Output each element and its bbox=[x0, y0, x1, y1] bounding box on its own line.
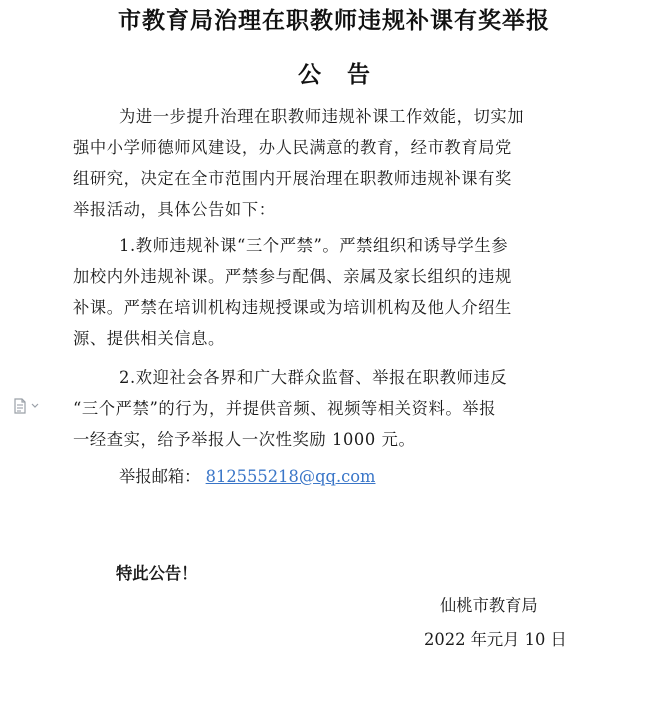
document-subtitle: 公告 bbox=[298, 62, 396, 88]
item2-line: 2.欢迎社会各界和广大群众监督、举报在职教师违反 bbox=[119, 368, 508, 387]
item2-line: “三个严禁”的行为，并提供音频、视频等相关资料。举报 bbox=[73, 399, 496, 418]
document-title: 市教育局治理在职教师违规补课有奖举报 bbox=[118, 8, 550, 34]
signer-name: 仙桃市教育局 bbox=[440, 596, 538, 615]
item1-line: 补课。严禁在培训机构违规授课或为培训机构及他人介绍生 bbox=[73, 298, 512, 317]
closing-remark: 特此公告！ bbox=[116, 564, 198, 583]
side-document-tool[interactable] bbox=[13, 398, 43, 414]
intro-paragraph bbox=[73, 101, 573, 225]
item2-line: 一经查实，给予举报人一次性奖励 1000 元。 bbox=[73, 430, 416, 449]
report-email-row bbox=[119, 463, 376, 491]
email-link[interactable]: 812555218@qq.com bbox=[205, 467, 376, 486]
item1-line: 1.教师违规补课“三个严禁”。严禁组织和诱导学生参 bbox=[119, 236, 509, 255]
item1-paragraph bbox=[73, 230, 573, 354]
item2-paragraph bbox=[73, 362, 573, 455]
email-label: 举报邮箱： bbox=[119, 467, 201, 486]
item1-line: 源、提供相关信息。 bbox=[73, 329, 225, 348]
chevron-down-icon bbox=[32, 404, 38, 407]
intro-line: 为进一步提升治理在职教师违规补课工作效能，切实加 bbox=[119, 107, 525, 126]
intro-line: 强中小学师德师风建设，办人民满意的教育，经市教育局党 bbox=[73, 138, 512, 157]
intro-line: 组研究，决定在全市范围内开展治理在职教师违规补课有奖 bbox=[73, 169, 512, 188]
document-icon bbox=[15, 399, 25, 413]
issue-date: 2022 年元月 10 日 bbox=[424, 630, 567, 649]
intro-line: 举报活动，具体公告如下： bbox=[73, 200, 276, 219]
item1-line: 加校内外违规补课。严禁参与配偶、亲属及家长组织的违规 bbox=[73, 267, 512, 286]
